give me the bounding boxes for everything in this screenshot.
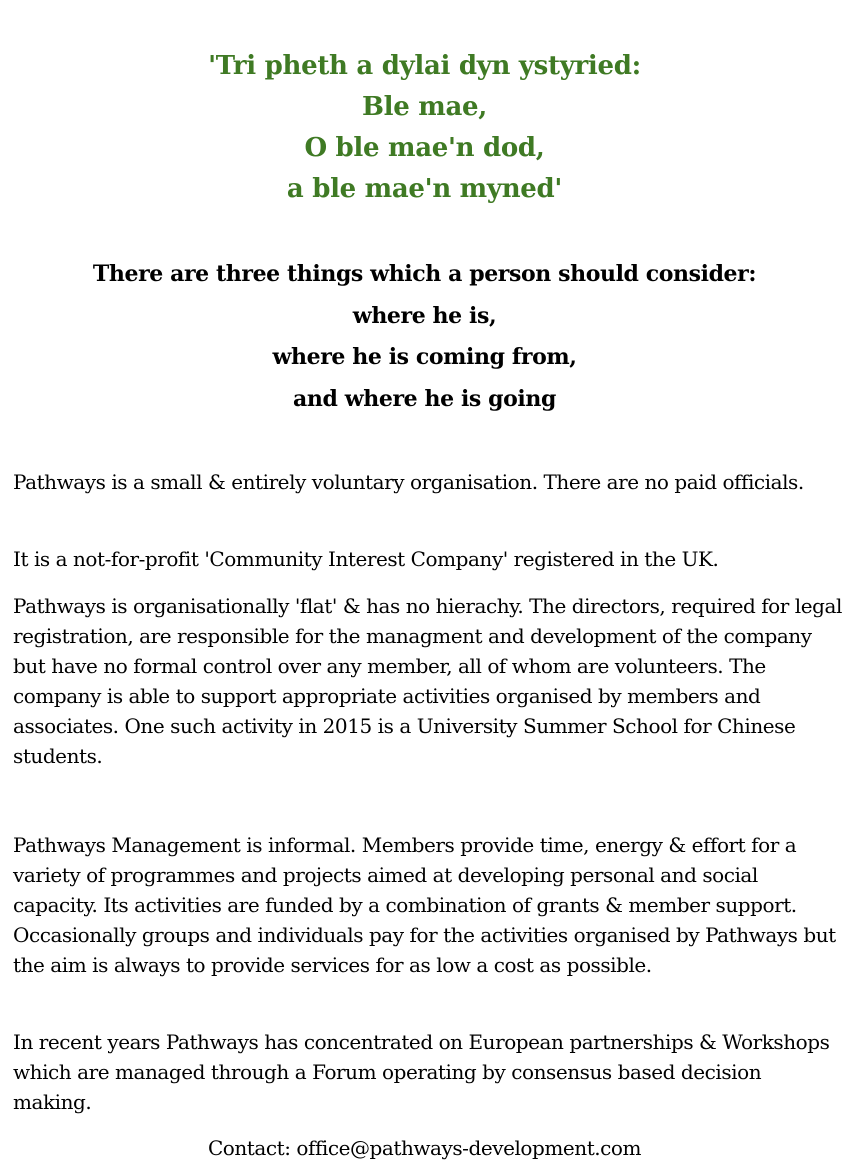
- welsh-quote-line: 'Tri pheth a dylai dyn ystyried:: [208, 51, 641, 81]
- welsh-quote-line: Ble mae,: [362, 92, 487, 122]
- english-translation: [0, 254, 849, 420]
- welsh-quote-line: a ble mae'n myned': [286, 174, 563, 204]
- english-translation-line: There are three things which a person should consider:: [92, 261, 757, 287]
- paragraph-management: Pathways Management is informal. Members provide time, energy & effort for a variety of programmes and projects aimed at developing personal and social capacity. Its activities are funded by a combination of grants & member support. Occasionally groups and individuals pay for the activities organised by Pathways but the aim is always to provide services for as low a cost as possible.: [13, 833, 836, 977]
- paragraph-community-interest-company: It is a not-for-profit 'Community Interest Company' registered in the UK.: [13, 547, 719, 571]
- paragraph-european-partnerships: In recent years Pathways has concentrated on European partnerships & Workshops which are managed through a Forum operating by consensus based decision making.: [13, 1030, 830, 1114]
- english-translation-line: where he is,: [352, 302, 497, 329]
- contact-email: Contact: office@pathways-development.com: [207, 1136, 642, 1160]
- welsh-quote-line: O ble mae'n dod,: [304, 133, 545, 163]
- paragraph-organisation-structure: Pathways is organisationally 'flat' & has no hierachy. The directors, required for legal registration, are responsible for the managment and development of the company but have no formal control over any member, all of whom are volunteers. The company is able to support appropriate activities organised by members and associates. One such activity in 2015 is a University Summer School for Chinese students.: [13, 594, 842, 768]
- welsh-quote: [0, 46, 849, 210]
- english-translation-line: and where he is going: [293, 385, 556, 412]
- english-translation-line: where he is coming from,: [272, 344, 577, 370]
- paragraph-voluntary-organisation: Pathways is a small & entirely voluntary organisation. There are no paid officials.: [13, 470, 804, 494]
